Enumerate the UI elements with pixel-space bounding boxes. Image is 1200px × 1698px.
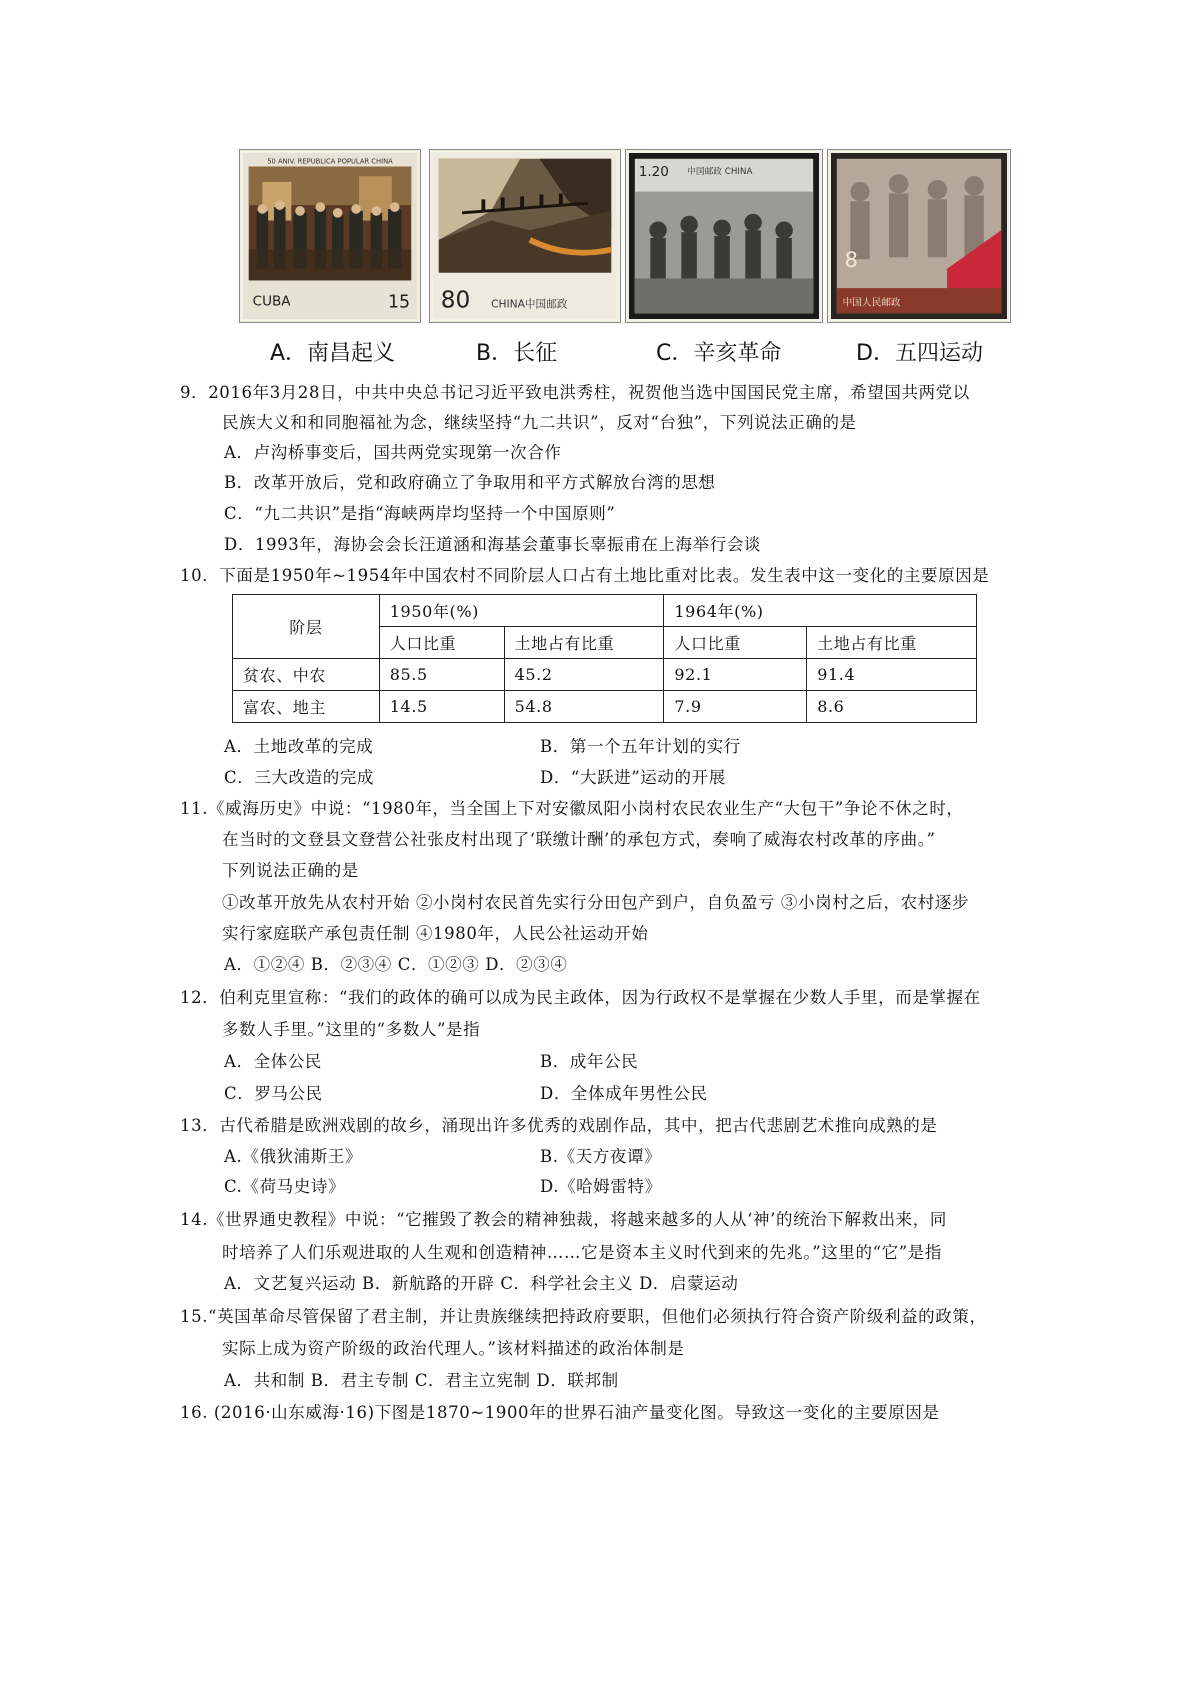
q10-option-b: B．第一个五年计划的实行 <box>540 737 741 756</box>
q14-options: A．文艺复兴运动 B．新航路的开辟 C．科学社会主义 D．启蒙运动 <box>224 1274 739 1293</box>
q9-option-a: A．卢沟桥事变后，国共两党实现第一次合作 <box>224 443 562 462</box>
table-subheader: 土地占有比重 <box>504 627 664 659</box>
land-ownership-table <box>232 594 977 723</box>
q12-option-d: D．全体成年男性公民 <box>540 1084 708 1103</box>
stamp-a-top-text: 50 ANIV. REPUBLICA POPULAR CHINA <box>267 157 393 166</box>
table-cell: 45.2 <box>504 659 664 691</box>
q11-line-1: 11.《威海历史》中说：“1980年，当全国上下对安徽凤阳小岗村农民农业生产“大包干”争论不休之时， <box>180 799 964 818</box>
q10-option-d: D．“大跃进”运动的开展 <box>540 768 726 787</box>
q12-line-2: 多数人手里。”这里的“多数人”是指 <box>222 1020 481 1039</box>
q9-option-d: D．1993年，海协会会长汪道涵和海基会董事长辜振甫在上海举行会谈 <box>224 535 762 554</box>
stamp-c-value: 1.20 <box>638 164 669 181</box>
q14-line-1: 14.《世界通史教程》中说：“它摧毁了教会的精神独裁，将越来越多的人从‘神’的统治下解救出来，同 <box>180 1210 947 1229</box>
stamp-images-row <box>240 150 1010 325</box>
table-header-1950: 1950年(%) <box>379 595 664 627</box>
table-cell: 91.4 <box>807 659 977 691</box>
stamp-captions <box>270 336 1010 370</box>
table-row <box>233 659 977 691</box>
caption-d: D．五四运动 <box>856 341 983 366</box>
stamp-1911-revolution <box>626 150 822 322</box>
stamp-d-country: 中国人民邮政 <box>842 297 901 309</box>
table-subheader: 人口比重 <box>664 627 807 659</box>
q9-line-2: 民族大义和和同胞福祉为念，继续坚持“九二共识”，反对“台独”，下列说法正确的是 <box>222 413 857 432</box>
table-header-class: 阶层 <box>233 595 380 659</box>
q10-option-a: A．土地改革的完成 <box>224 737 374 756</box>
q12-option-c: C．罗马公民 <box>224 1084 323 1103</box>
q16-line-1: 16. (2016·山东威海·16)下图是1870~1900年的世界石油产量变化图。导致这一变化的主要原因是 <box>180 1403 940 1422</box>
q10-line-1: 10．下面是1950年~1954年中国农村不同阶层人口占有土地比重对比表。发生表中这一变化的主要原因是 <box>180 566 990 585</box>
q12-option-a: A．全体公民 <box>224 1052 323 1071</box>
q13-option-a: A.《俄狄浦斯王》 <box>224 1147 363 1166</box>
q11-line-3: 下列说法正确的是 <box>222 861 359 880</box>
stamp-b-country: CHINA中国邮政 <box>491 297 568 311</box>
q11-line-4: ①改革开放先从农村开始 ②小岗村农民首先实行分田包产到户，自负盈亏 ③小岗村之后，农村逐步 <box>222 893 969 912</box>
q13-option-b: B.《天方夜谭》 <box>540 1147 662 1166</box>
table-cell: 7.9 <box>664 691 807 723</box>
q12-option-b: B．成年公民 <box>540 1052 639 1071</box>
caption-a: A．南昌起义 <box>270 341 396 366</box>
table-cell: 54.8 <box>504 691 664 723</box>
table-cell: 92.1 <box>664 659 807 691</box>
stamp-d-value: 8 <box>844 247 859 273</box>
q11-options: A．①②④ B．②③④ C．①②③ D．②③④ <box>224 955 568 974</box>
q15-line-2: 实际上成为资产阶级的政治代理人。”该材料描述的政治体制是 <box>222 1339 685 1358</box>
stamp-a-value: 15 <box>388 292 411 313</box>
q9-option-c: C．“九二共识”是指“海峡两岸均坚持一个中国原则” <box>224 504 616 523</box>
table-cell: 富农、地主 <box>233 691 380 723</box>
table-row <box>233 691 977 723</box>
q15-line-1: 15.“英国革命尽管保留了君主制，并让贵族继续把持政府要职，但他们必须执行符合资产阶级利益的政策， <box>180 1307 987 1326</box>
table-cell: 14.5 <box>379 691 504 723</box>
q11-line-2: 在当时的文登县文登营公社张皮村出现了‘联缴计酬’的承包方式，奏响了威海农村改革的序曲。” <box>222 830 936 849</box>
table-cell: 贫农、中农 <box>233 659 380 691</box>
caption-c: C．辛亥革命 <box>656 341 782 366</box>
table-cell: 85.5 <box>379 659 504 691</box>
table-subheader: 土地占有比重 <box>807 627 977 659</box>
stamp-b-value: 80 <box>440 286 471 314</box>
q15-options: A．共和制 B．君主专制 C．君主立宪制 D．联邦制 <box>224 1371 619 1390</box>
q13-option-d: D.《哈姆雷特》 <box>540 1177 662 1196</box>
q13-option-c: C.《荷马史诗》 <box>224 1177 346 1196</box>
table-header-row <box>233 595 977 627</box>
table-header-1964: 1964年(%) <box>664 595 977 627</box>
stamp-c-country: 中国邮政 CHINA <box>687 167 753 178</box>
q9-option-b: B．改革开放后，党和政府确立了争取用和平方式解放台湾的思想 <box>224 473 716 492</box>
table-subheader: 人口比重 <box>379 627 504 659</box>
table-cell: 8.6 <box>807 691 977 723</box>
q9-line-1: 9．2016年3月28日，中共中央总书记习近平致电洪秀柱，祝贺他当选中国国民党主席，希望国共两党以 <box>180 383 970 402</box>
stamp-nanchang-uprising <box>240 150 420 322</box>
stamp-a-country: CUBA <box>252 293 291 310</box>
stamp-may-fourth-movement <box>828 150 1010 322</box>
q12-line-1: 12．伯利克里宣称：“我们的政体的确可以成为民主政体，因为行政权不是掌握在少数人手里，而是掌握在 <box>180 988 981 1007</box>
q13-line-1: 13．古代希腊是欧洲戏剧的故乡，涌现出许多优秀的戏剧作品，其中，把古代悲剧艺术推向成熟的是 <box>180 1116 938 1135</box>
q14-line-2: 时培养了人们乐观进取的人生观和创造精神……它是资本主义时代到来的先兆。”这里的“它”是指 <box>222 1243 942 1262</box>
q10-option-c: C．三大改造的完成 <box>224 768 375 787</box>
stamp-long-march <box>430 150 620 322</box>
q11-line-5: 实行家庭联产承包责任制 ④1980年，人民公社运动开始 <box>222 924 649 943</box>
caption-b: B．长征 <box>476 341 558 366</box>
